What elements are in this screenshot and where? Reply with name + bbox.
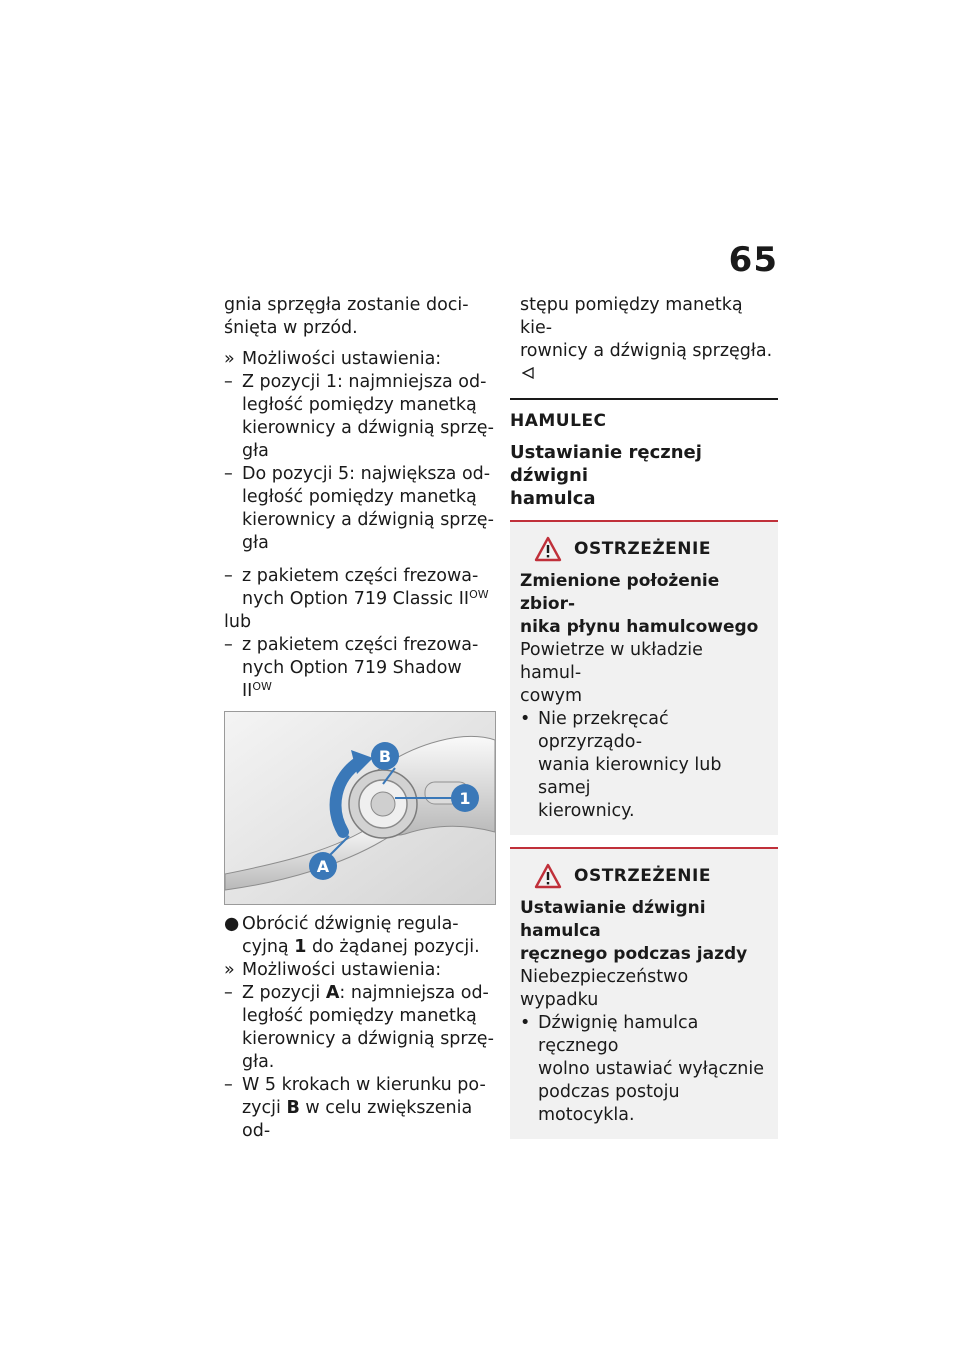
page-number: 65 (728, 240, 778, 280)
end-triangle-icon (522, 363, 534, 386)
section-title: HAMULEC (510, 411, 607, 431)
continuation-paragraph: stępu pomiędzy manetką kie- rownicy a dźwignią sprzęgła. (510, 294, 778, 386)
right-column (510, 294, 778, 1151)
or-text: lub (224, 612, 252, 632)
package-item: – z pakietem części frezowa- nych Option 719 Shadow $II^{OW}$ (224, 635, 479, 701)
ow-superscript: OW (469, 588, 489, 601)
warning-effect: Niebezpieczeństwo wypadku (520, 967, 689, 1010)
warning-cause: Zmienione położenie zbior- nika płynu hamulcowego (520, 571, 759, 637)
position-ref-a: A (325, 983, 340, 1003)
warning-box (510, 520, 778, 835)
warning-title: OSTRZEŻENIE (574, 538, 711, 559)
callout-b: B (378, 747, 392, 766)
warning-header (520, 863, 768, 889)
lever-illustration (225, 712, 495, 904)
ow-superscript: OW (252, 680, 272, 693)
warning-action: • Dźwignię hamulca ręcznego wolno ustawiać wyłącznie podczas postoju motocykla. (520, 1013, 765, 1125)
warning-action: • Nie przekręcać oprzyrządo- wania kierownicy lub samej kierownicy. (520, 709, 722, 821)
package-item: – z pakietem części frezowa- nych Option 719 Classic $II^{OW}$ (224, 566, 489, 609)
option-item: – W 5 krokach w kierunku po- zycji B w celu zwiększenia od- (224, 1075, 486, 1141)
warning-header (520, 536, 768, 562)
callout-a: A (316, 857, 330, 876)
option-item: – Z pozycji A: najmniejsza od- ległość pomiędzy manetką kierownicy a dźwignią sprzę- gła. (224, 983, 494, 1072)
position-ref-b: B (286, 1098, 300, 1118)
warning-box (510, 847, 778, 1139)
section-divider (510, 398, 778, 400)
warning-triangle-icon (534, 863, 562, 889)
subsection-title: Ustawianie ręcznej dźwigni hamulca (510, 442, 702, 509)
option-item: – Do pozycji 5: największa od- ległość pomiędzy manetką kierownicy a dźwignią sprzę- gła (224, 464, 494, 553)
option-item: – Z pozycji 1: najmniejsza od- ległość pomiędzy manetką kierownicy a dźwignią sprzę- gła (224, 372, 494, 461)
warning-title: OSTRZEŻENIE (574, 865, 711, 886)
warning-cause: Ustawianie dźwigni hamulca ręcznego podczas jazdy (520, 898, 748, 964)
warning-effect: Powietrze w układzie hamul- cowym (520, 640, 703, 706)
step-bullet: ● (224, 914, 240, 934)
warning-triangle-icon (534, 536, 562, 562)
result-marker: » (224, 349, 235, 369)
intro-paragraph: gnia sprzęgła zostanie doci- śnięta w przód. (224, 295, 469, 338)
lever-adjuster-figure (224, 711, 496, 905)
step-ref: 1 (294, 937, 307, 957)
callout-1: 1 (459, 789, 471, 808)
left-column (224, 294, 496, 1143)
options-label: » Możliwości ustawienia: (224, 349, 442, 369)
result-marker: » (224, 960, 235, 980)
instruction-step: ● Obrócić dźwignię regula- cyjną 1 do żądanej pozycji. (224, 914, 480, 957)
options-label: » Możliwości ustawienia: (224, 960, 442, 980)
